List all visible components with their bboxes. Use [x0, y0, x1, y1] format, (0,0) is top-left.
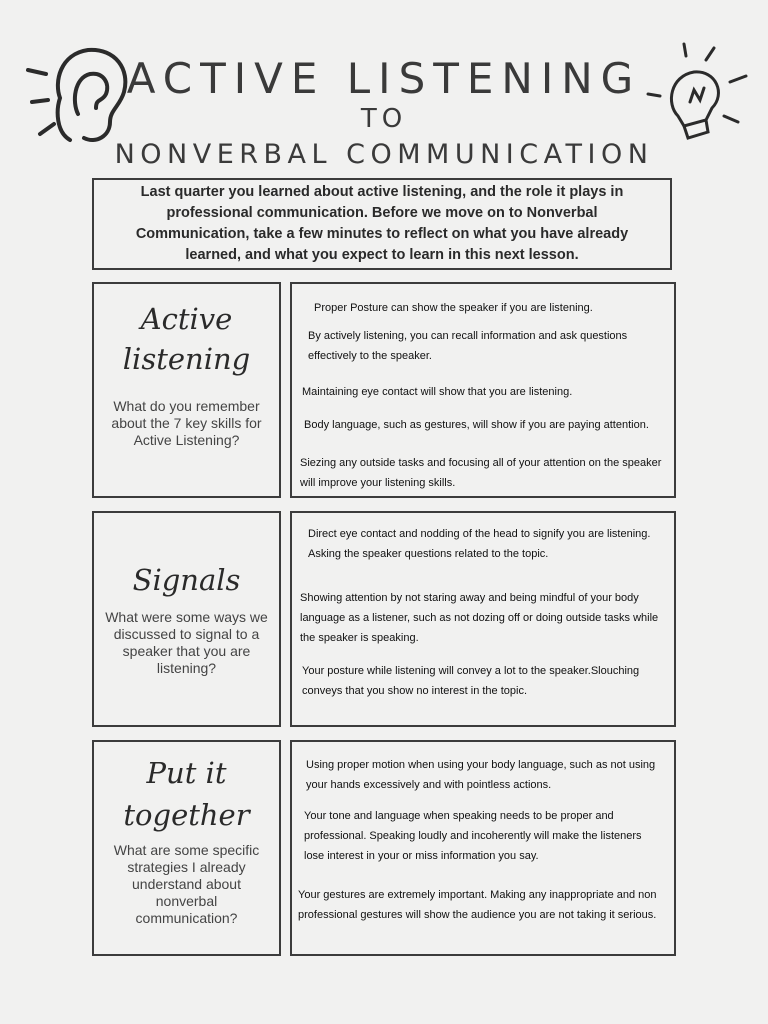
answer-text: Your tone and language when speaking needs to be proper and professional. Speaking loudly and incoherently will make the listeners lose interest in your or miss information you say.	[304, 810, 642, 862]
section-question: What were some ways we discussed to signal to a speaker that you are listening?	[105, 609, 268, 676]
answer-text: Using proper motion when using your body language, such as not using your hands excessively and with pointless actions.	[306, 759, 656, 791]
section-active-listening-answers	[290, 282, 676, 498]
section-title: Signals	[132, 563, 241, 597]
section-title-line-2: listening	[122, 342, 251, 376]
section-question: What are some specific strategies I already understand about nonverbal communication?	[113, 842, 260, 926]
answer-text: By actively listening, you can recall information and ask questions effectively to the speaker.	[308, 330, 628, 362]
answer-text: Maintaining eye contact will show that you are listening.	[302, 386, 573, 398]
section-title-line-2: together	[123, 798, 250, 832]
intro-box	[92, 178, 672, 270]
title-line-2: TO	[360, 104, 408, 134]
section-question: What do you remember about the 7 key skills for Active Listening?	[111, 398, 262, 448]
answer-text: Proper Posture can show the speaker if you are listening.	[314, 302, 593, 314]
section-signals-prompt	[92, 511, 281, 727]
answer-text: Your gestures are extremely important. Making any inappropriate and non professional gestures will show the audience you are not taking it serious.	[298, 889, 657, 921]
section-active-listening-prompt	[92, 282, 281, 498]
section-put-it-together-prompt	[92, 740, 281, 956]
title-line-1: ACTIVE LISTENING	[126, 54, 642, 103]
intro-text: Last quarter you learned about active listening, and the role it plays in professional communication. Before we move on to Nonverbal Communication, take a few minutes to reflect on what you have already learned, and what you expect to learn in this next lesson.	[135, 184, 629, 263]
title-line-3: NONVERBAL COMMUNICATION	[114, 139, 654, 170]
section-signals-answers	[290, 511, 676, 727]
answer-text: Siezing any outside tasks and focusing all of your attention on the speaker will improve your listening skills.	[300, 457, 662, 489]
answer-text: Direct eye contact and nodding of the head to signify you are listening. Asking the speaker questions related to the topic.	[308, 528, 651, 560]
answer-text: Your posture while listening will convey a lot to the speaker.Slouching conveys that you show no interest in the topic.	[302, 665, 640, 697]
section-put-it-together-answers	[290, 740, 676, 956]
section-title: Active	[140, 302, 233, 336]
answer-text: Body language, such as gestures, will show if you are paying attention.	[304, 419, 649, 431]
answer-text: Showing attention by not staring away and being mindful of your body language as a listener, such as not dozing off or doing outside tasks while the speaker is speaking.	[300, 592, 659, 644]
section-title: Put it	[146, 756, 227, 790]
